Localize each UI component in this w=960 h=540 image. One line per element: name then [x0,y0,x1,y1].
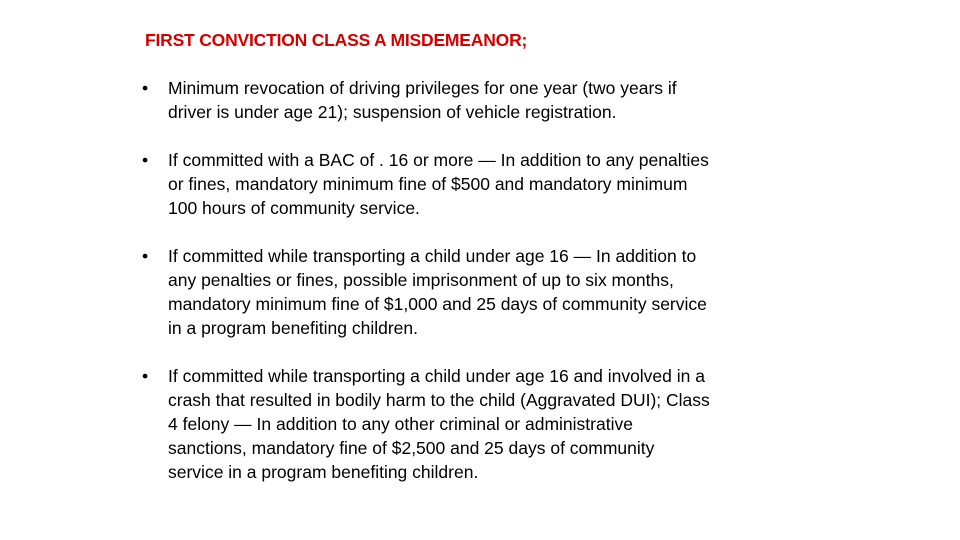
slide-title: FIRST CONVICTION CLASS A MISDEMEANOR; [145,30,528,50]
list-item [142,148,710,220]
list-item-text-line: service in a program benefiting children. [168,462,479,482]
list-item-text-line: 100 hours of community service. [168,198,420,218]
list-item-text-line: Minimum revocation of driving privileges for one year (two years if [168,78,677,98]
list-item-text-line: crash that resulted in bodily harm to the child (Aggravated DUI); Class [168,390,710,410]
bullet-icon: • [142,246,149,266]
list-item-text-line: in a program benefiting children. [168,318,419,338]
list-item-text-line: 4 felony — In addition to any other criminal or administrative [168,414,633,434]
list-item-text-line: sanctions, mandatory fine of $2,500 and 25 days of community [168,438,655,458]
list-item-text-line: driver is under age 21); suspension of vehicle registration. [168,102,617,122]
list-item-text-line: If committed with a BAC of . 16 or more — In addition to any penalties [168,150,709,170]
list-item-text-line: If committed while transporting a child under age 16 and involved in a [168,366,705,386]
bullet-icon: • [142,366,149,386]
list-item [142,244,710,340]
list-item [142,364,710,484]
list-item-text-line: If committed while transporting a child under age 16 — In addition to [168,246,697,266]
list-item-text-line: or fines, mandatory minimum fine of $500 and mandatory minimum [168,174,688,194]
list-item-text-line: any penalties or fines, possible imprisonment of up to six months, [168,270,674,290]
bullet-icon: • [142,150,149,170]
list-item-text-line: mandatory minimum fine of $1,000 and 25 days of community service [168,294,707,314]
list-item [142,76,710,124]
penalty-list [142,76,710,508]
bullet-icon: • [142,78,149,98]
